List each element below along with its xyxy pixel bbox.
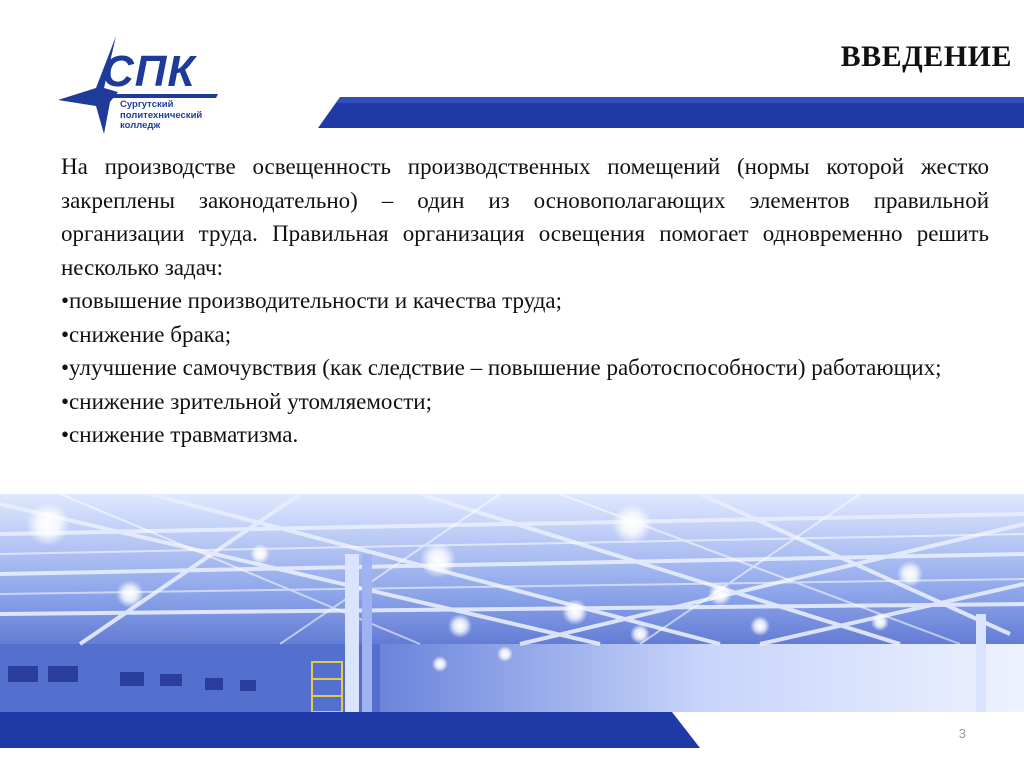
industrial-hall-photo (0, 494, 1024, 712)
logo-subtitle (120, 100, 230, 132)
intro-paragraph: На производстве освещенность производственных помещений (нормы которой жестко закреплены законодательно) – один из основополагающих элементов правильной организации труда. Правильная организация освещения помогает одновременно решить несколько задач: (61, 154, 989, 280)
footer-accent-bar (0, 712, 700, 748)
list-item: •снижение брака; (61, 321, 232, 347)
list-item: •снижение травматизма. (61, 422, 299, 447)
slide-title: ВВЕДЕНИЕ (840, 40, 1012, 73)
college-logo (58, 36, 228, 136)
page-number: 3 (958, 726, 966, 741)
logo-sub-line: колледж (120, 120, 161, 131)
logo-sub-line: политехнический (120, 109, 203, 121)
title-accent-bar (318, 97, 1024, 128)
logo-abbr: СПК (102, 47, 196, 96)
slide-body (61, 150, 989, 452)
list-item: •снижение зрительной утомляемости; (61, 388, 432, 414)
logo-sub-line: Сургутский (120, 99, 174, 110)
list-item: •улучшение самочувствия (как следствие – повышение работоспособности) работающих; (61, 355, 942, 380)
list-item: •повышение производительности и качества труда; (61, 288, 563, 313)
task-list (61, 284, 989, 452)
